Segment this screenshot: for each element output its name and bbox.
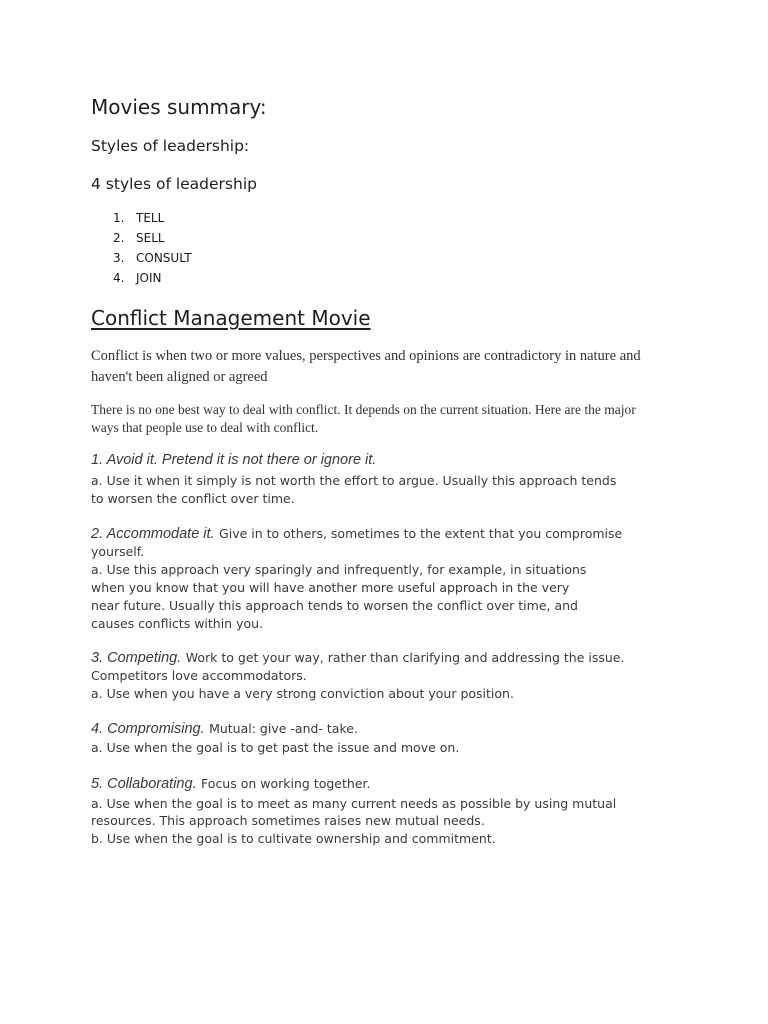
item-2-heading-row — [91, 525, 622, 543]
item-3-heading: 3. Competing. — [91, 650, 182, 666]
list-label: SELL — [136, 231, 165, 245]
list-number: 2. — [113, 231, 125, 245]
document-title: Movies summary: — [91, 95, 267, 119]
conflict-definition-paragraph: Conflict is when two or more values, perspectives and opinions are contradictory in nature and haven't been aligned or agreed — [91, 348, 641, 385]
item-3-inline-text: Work to get your way, rather than clarifying and addressing the issue. — [185, 650, 625, 665]
item-5-line: a. Use when the goal is to meet as many current needs as possible by using mutual — [91, 796, 617, 811]
item-3-line: a. Use when you have a very strong conviction about your position. — [91, 686, 514, 701]
item-1-heading: 1. Avoid it. Pretend it is not there or ignore it. — [91, 452, 377, 468]
list-label: TELL — [136, 211, 165, 225]
item-2-line: causes conflicts within you. — [91, 616, 264, 631]
item-1-line: to worsen the conflict over time. — [91, 491, 295, 506]
item-1-line: a. Use it when it simply is not worth the effort to argue. Usually this approach tends — [91, 473, 617, 488]
list-label: CONSULT — [136, 251, 192, 265]
item-2-heading: 2. Accommodate it. — [91, 526, 215, 542]
list-item — [113, 271, 192, 291]
item-5-heading-row — [91, 775, 370, 793]
list-label: JOIN — [136, 271, 162, 285]
item-2-inline-text: Give in to others, sometimes to the extent that you compromise — [219, 526, 623, 541]
item-5-line: b. Use when the goal is to cultivate ownership and commitment. — [91, 831, 496, 846]
item-4-heading-row — [91, 720, 358, 738]
list-item — [113, 211, 192, 231]
item-2-line: a. Use this approach very sparingly and infrequently, for example, in situations — [91, 562, 587, 577]
item-4-heading: 4. Compromising. — [91, 721, 205, 737]
four-styles-heading: 4 styles of leadership — [91, 175, 257, 193]
styles-of-leadership-heading: Styles of leadership: — [91, 137, 250, 155]
conflict-intro-paragraph: There is no one best way to deal with conflict. It depends on the current situation. Here are the major ways that people use to deal with conflict. — [91, 402, 636, 435]
item-4-inline-text: Mutual: give -and- take. — [209, 721, 358, 736]
item-5-line: resources. This approach sometimes raises new mutual needs. — [91, 813, 485, 828]
item-2-line: yourself. — [91, 544, 145, 559]
list-number: 1. — [113, 211, 125, 225]
list-item — [113, 231, 192, 251]
list-item — [113, 251, 192, 271]
item-4-line: a. Use when the goal is to get past the issue and move on. — [91, 740, 460, 755]
leadership-styles-list — [113, 211, 192, 291]
item-2-line: when you know that you will have another more useful approach in the very — [91, 580, 570, 595]
item-5-heading: 5. Collaborating. — [91, 776, 197, 792]
item-5-inline-text: Focus on working together. — [201, 776, 371, 791]
item-2-line: near future. Usually this approach tends to worsen the conflict over time, and — [91, 598, 578, 613]
item-3-heading-row — [91, 649, 624, 667]
conflict-management-heading: Conflict Management Movie — [91, 306, 371, 330]
list-number: 3. — [113, 251, 125, 265]
list-number: 4. — [113, 271, 125, 285]
item-3-line: Competitors love accommodators. — [91, 668, 307, 683]
